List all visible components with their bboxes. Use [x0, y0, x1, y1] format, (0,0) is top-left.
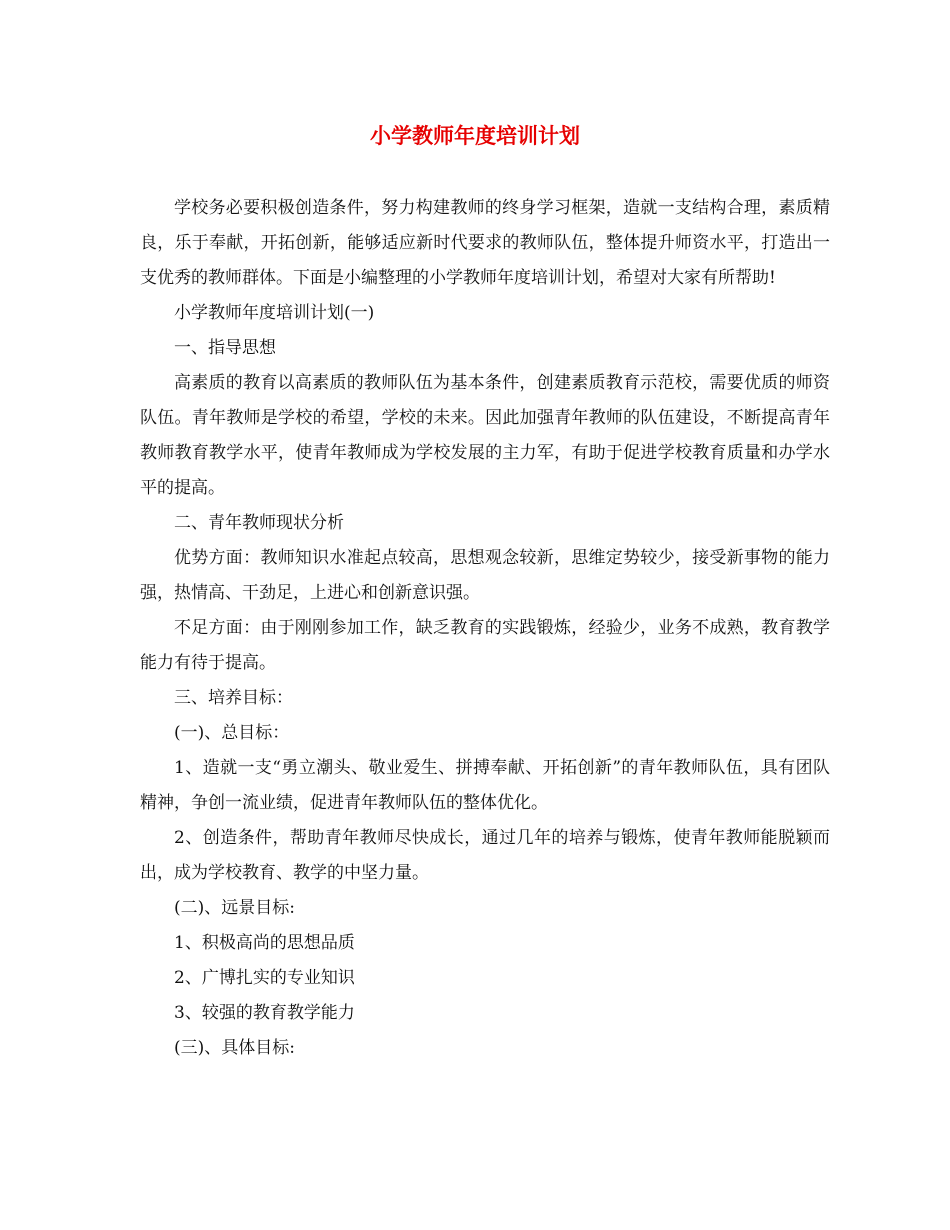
- strengths-paragraph: 优势方面：教师知识水准起点较高，思想观念较新，思维定势较少，接受新事物的能力强，热情高、干劲足，上进心和创新意识强。: [140, 548, 830, 603]
- long-term-goal-item-3: 3、较强的教育教学能力: [174, 1003, 355, 1023]
- subheading-overall-goal: (一)、总目标：: [174, 723, 290, 743]
- section-heading-guiding-thought: 一、指导思想: [174, 338, 276, 358]
- plan-heading: 小学教师年度培训计划(一): [174, 303, 375, 323]
- document-body: [140, 191, 830, 1066]
- overall-goal-item-2: 2、创造条件，帮助青年教师尽快成长，通过几年的培养与锻炼，使青年教师能脱颖而出，成为学校教育、教学的中坚力量。: [140, 828, 830, 883]
- weaknesses-paragraph: 不足方面：由于刚刚参加工作，缺乏教育的实践锻炼，经验少，业务不成熟，教育教学能力有待于提高。: [140, 618, 830, 673]
- subheading-specific-goal: (三)、具体目标:: [174, 1038, 295, 1058]
- long-term-goal-item-2: 2、广博扎实的专业知识: [174, 968, 355, 988]
- overall-goal-item-1: 1、造就一支“勇立潮头、敬业爱生、拼搏奉献、开拓创新”的青年教师队伍，具有团队精神，争创一流业绩，促进青年教师队伍的整体优化。: [140, 758, 830, 813]
- intro-paragraph: 学校务必要积极创造条件，努力构建教师的终身学习框架，造就一支结构合理，素质精良，乐于奉献，开拓创新，能够适应新时代要求的教师队伍，整体提升师资水平，打造出一支优秀的教师群体。下面是小编整理的小学教师年度培训计划，希望对大家有所帮助!: [140, 198, 830, 288]
- guiding-thought-paragraph: 高素质的教育以高素质的教师队伍为基本条件，创建素质教育示范校，需要优质的师资队伍。青年教师是学校的希望，学校的未来。因此加强青年教师的队伍建设，不断提高青年教师教育教学水平，使青年教师成为学校发展的主力军，有助于促进学校教育质量和办学水平的提高。: [140, 373, 830, 498]
- section-heading-status-analysis: 二、青年教师现状分析: [174, 513, 344, 533]
- document-title: 小学教师年度培训计划: [370, 123, 580, 148]
- long-term-goal-item-1: 1、积极高尚的思想品质: [174, 933, 355, 953]
- section-heading-training-goals: 三、培养目标：: [174, 688, 293, 708]
- subheading-long-term-goal: (二)、远景目标:: [174, 898, 295, 918]
